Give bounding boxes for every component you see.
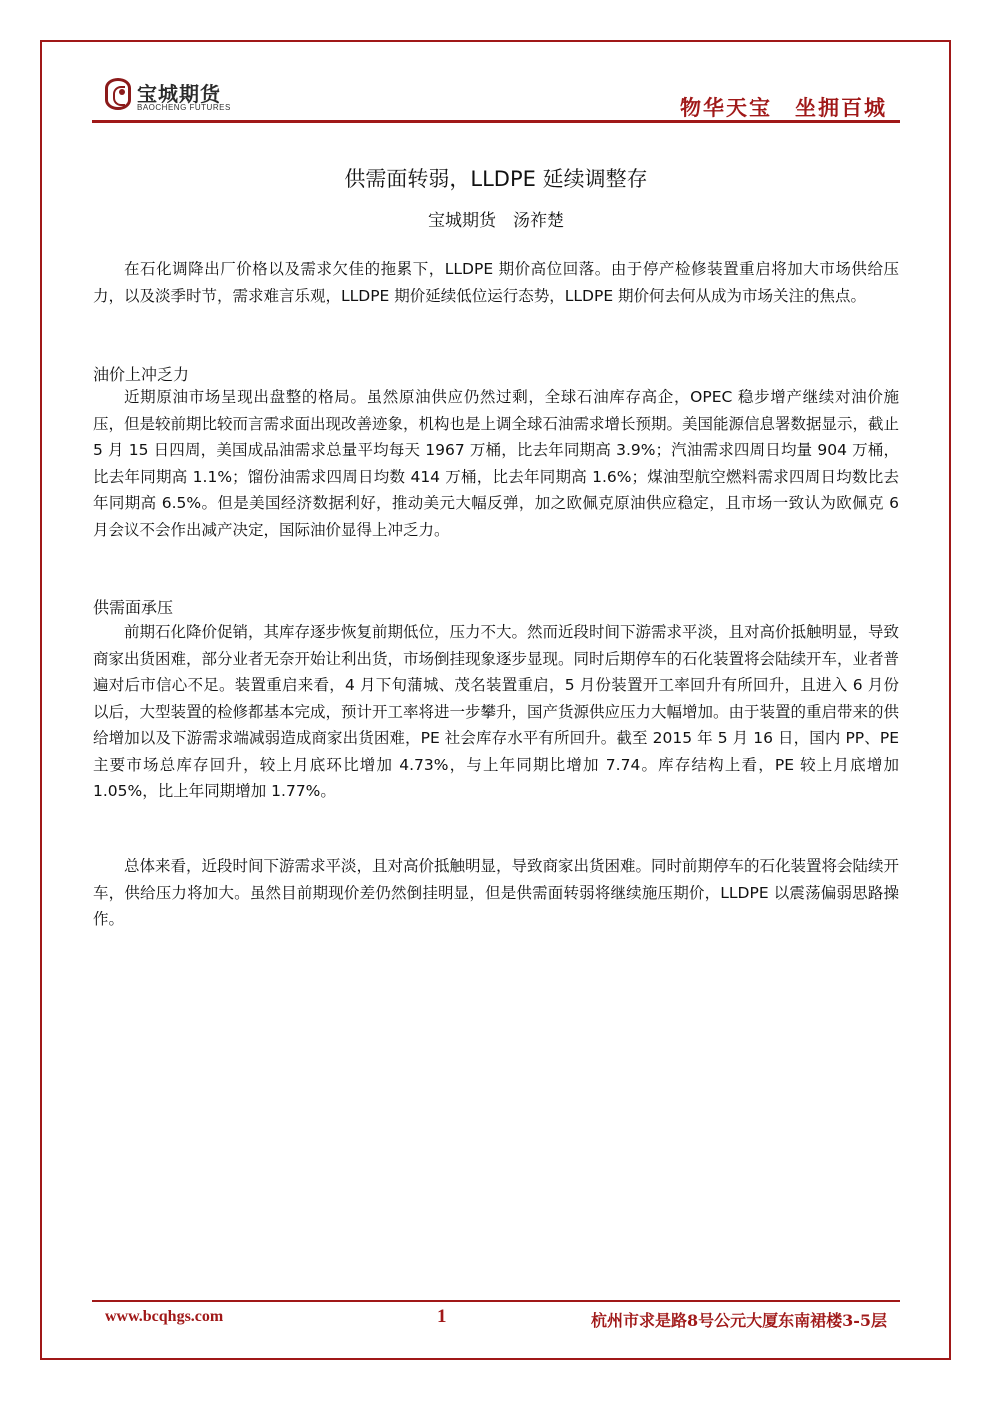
conclusion-block <box>93 853 899 933</box>
section-paragraph-oil: 近期原油市场呈现出盘整的格局。虽然原油供应仍然过剩，全球石油库存高企，OPEC 稳步增产继续对油价施压，但是较前期比较而言需求面出现改善迹象，机构也是上调全球石油需求增长预期。美国能源信息署数据显示，截止 5 月 15 日四周，美国成品油需求总量平均每天 1967 万桶，比去年同期高 3.9%；汽油需求四周日均量 904 万桶，比去年同期高 1.1%；馏份油需求四周日均数 414 万桶，比去年同期高 1.6%；煤油型航空燃料需求四周日均数比去年同期高 6.5%。但是美国经济数据利好，推动美元大幅反弹，加之欧佩克原油供应稳定，且市场一致认为欧佩克 6 月会议不会作出减产决定，国际油价显得上冲乏力。 <box>93 388 900 539</box>
section-body-supply <box>93 619 899 805</box>
company-logo <box>105 78 245 118</box>
footer-address: 杭州市求是路8号公元大厦东南裙楼3-5层 <box>590 1311 887 1330</box>
section-heading-supply: 供需面承压 <box>93 598 174 617</box>
logo-chinese-name: 宝城期货 <box>137 82 221 106</box>
footer-website-link[interactable]: www.bcqhgs.com <box>105 1308 224 1325</box>
article-author: 宝城期货 汤祚楚 <box>428 211 564 231</box>
footer-divider <box>92 1300 900 1302</box>
intro-block <box>93 256 899 309</box>
section-paragraph-supply: 前期石化降价促销，其库存逐步恢复前期低位，压力不大。然而近段时间下游需求平淡，且对高价抵触明显，导致商家出货困难，部分业者无奈开始让利出货，市场倒挂现象逐步显现。同时后期停车的石化装置将会陆续开车，业者普遍对后市信心不足。装置重启来看，4 月下旬蒲城、茂名装置重启，5 月份装置开工率回升有所回升，且进入 6 月份以后，大型装置的检修都基本完成，预计开工率将进一步攀升，国产货源供应压力大幅增加。由于装置的重启带来的供给增加以及下游需求端减弱造成商家出货困难，PE 社会库存水平有所回升。截至 2015 年 5 月 16 日，国内 PP、PE 主要市场总库存回升，较上月底环比增加 4.73%，与上年同期比增加 7.74。库存结构上看，PE 较上月底增加 1.05%，比上年同期增加 1.77%。 <box>93 623 900 800</box>
header-divider <box>92 120 900 123</box>
section-body-oil <box>93 384 899 543</box>
logo-english-name: BAOCHENG FUTURES <box>137 103 231 112</box>
article-title: 供需面转弱，LLDPE 延续调整存 <box>344 167 648 191</box>
page-number: 1 <box>437 1306 447 1327</box>
logo-mark-icon <box>105 78 131 110</box>
conclusion-paragraph: 总体来看，近段时间下游需求平淡，且对高价抵触明显，导致商家出货困难。同时前期停车的石化装置将会陆续开车，供给压力将加大。虽然目前期现价差仍然倒挂明显，但是供需面转弱将继续施压期价，LLDPE 以震荡偏弱思路操作。 <box>93 857 900 928</box>
section-heading-oil: 油价上冲乏力 <box>93 365 190 384</box>
intro-paragraph: 在石化调降出厂价格以及需求欠佳的拖累下，LLDPE 期价高位回落。由于停产检修装置重启将加大市场供给压力，以及淡季时节，需求难言乐观，LLDPE 期价延续低位运行态势，LLDPE 期价何去何从成为市场关注的焦点。 <box>93 260 899 305</box>
header-slogan: 物华天宝 坐拥百城 <box>680 95 887 120</box>
